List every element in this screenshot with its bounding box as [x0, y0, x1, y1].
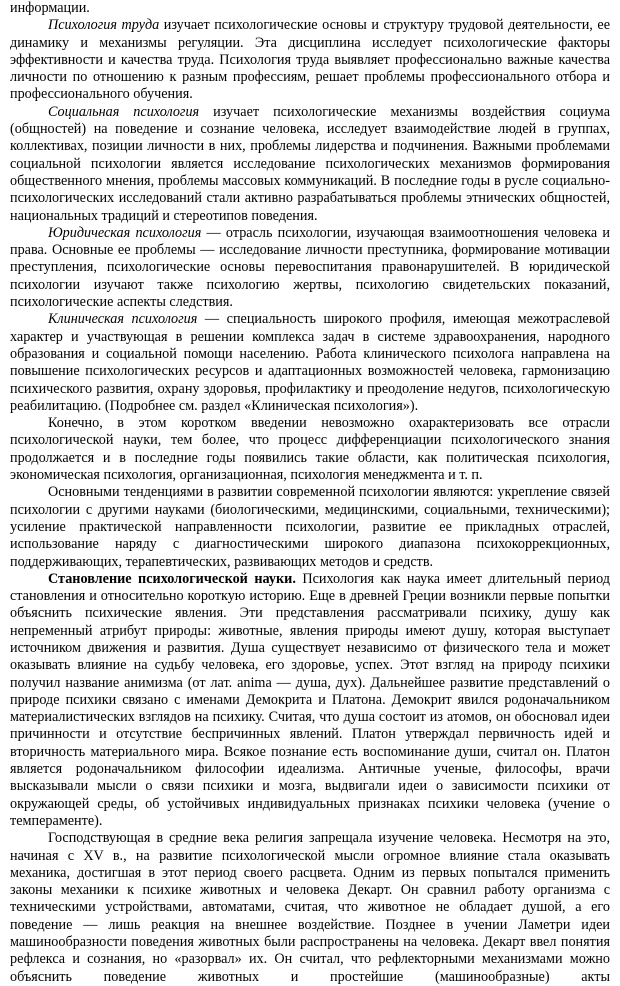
paragraph-continuation	[10, 0, 610, 17]
paragraph-middle-ages	[10, 830, 610, 986]
paragraph-text: изучает психологические основы и структуру трудовой деятельности, ее динамику и механизмы регуляции. Эта дисциплина исследует психологические факторы эффективности и качества труда. Психология труда выявляет профессионально важные качества личности по отношению к разным профессиям, решает проблемы профессионального отбора и профессионального обучения.	[10, 17, 610, 103]
paragraph-social-psychology	[10, 104, 610, 225]
paragraph-text: информации.	[10, 0, 90, 16]
term-social-psychology: Социальная психология	[48, 103, 200, 120]
paragraph-history	[10, 571, 610, 830]
paragraph-legal-psychology	[10, 225, 610, 311]
paragraph-other-branches	[10, 415, 610, 484]
paragraph-clinical-psychology	[10, 311, 610, 415]
term-labor-psychology: Психология труда	[48, 17, 160, 34]
paragraph-text: — отрасль психологии, изучающая взаимоотношения человека и права. Основные ее проблемы — исследование личности преступника, формирование мотивации преступления, психологические основы перевоспитания правонарушителей. В юридической психологии изучают также психологию жертвы, психологию свидетельских показаний, психологические аспекты следствия.	[10, 224, 610, 311]
paragraph-text: Господствующая в средние века религия запрещала изучение человека. Несмотря на это, начиная с XV в., на развитие психологической мысли огромное влияние стала оказывать механика, достигшая в этот период своего расцвета. Одним из первых попытался применить законы механики к психике животных и человека Декарт. Он сравнил работу организма с техническими устройствами, автоматами, считая, что животное не обладает душой, а его поведение — лишь реакция на внешнее воздействие. Позднее в учении Ламетри идеи машинообразности поведения животных были распространены на человека. Декарт ввел понятия рефлекса и сознания, но «разорвал» их. Он считал, что рефлекторными механизмами можно объяснить поведение животных и простейшие (машинообразные) акты	[10, 830, 610, 985]
paragraph-trends	[10, 484, 610, 570]
paragraph-text: Психология как наука имеет длительный период становления и относительно короткую историю. Еще в древней Греции возникли первые попытки объяснить психические явления. Эти представления рассматривали психику, душу как непременный атрибут природы: животные, явления природы имеют душу, которая выступает источником движения и развития. Душа существует независимо от физического тела и может оказывать влияние на судьбу человека, его здоровье, успех. Этот взгляд на природу психики получил название анимизма (от лат. anima — душа, дух). Дальнейшее развитие представлений о природе психики связано с именами Демокрита и Платона. Демокрит явился родоначальником материалистических взглядов на психику. Считая, что душа состоит из атомов, он обосновал идеи причинности и отсутствие беспричинных явлений. Платон утверждал первичность идей и вторичность материального мира. Всякое познание есть воспоминание души, считал он. Платон является родоначальником философии идеализма. Античные ученые, философы, врачи высказывали мысли о связи психики и мозга, выдвигали идеи о зависимости психики от окружающей среды, об устойчивых индивидуальных признаках психики человека (учение о темпераменте).	[10, 570, 610, 829]
paragraph-text: изучает психологические механизмы воздействия социума (общностей) на поведение и сознание человека, исследует взаимодействие людей в группах, коллективах, позиции личности в них, проблемы лидерства и подчинения. Важными проблемами социальной психологии является исследование психологических механизмов формирования общественного мнения, проблемы массовых коммуникаций. В последние годы в русле социально-психологических исследований стали активно разрабатываться проблемы этнических общностей, национальных традиций и стереотипов поведения.	[10, 103, 610, 224]
section-heading: Становление психологической науки.	[48, 570, 296, 587]
paragraph-labor-psychology	[10, 17, 610, 103]
term-clinical-psychology: Клиническая психология	[48, 311, 198, 328]
paragraph-text: Основными тенденциями в развитии современной психологии являются: укрепление связей психологии с другими науками (биологическими, медицинскими, социальными, техническими); усиление практической направленности психологии, развитие ее прикладных отраслей, использование наряду с диагностическими широкого диапазона психокоррекционных, поддерживающих, терапевтических, развивающих методов и средств.	[10, 484, 610, 570]
paragraph-text: — специальность широкого профиля, имеющая межотраслевой характер и участвующая в решении комплекса задач в системе здравоохранения, народного образования и социальной помощи населению. Работа клинического психолога направлена на повышение психологических ресурсов и адаптационных возможностей человека, гармонизацию психического развития, охрану здоровья, профилактику и преодоление недугов, психологическую реабилитацию. (Подробнее см. раздел «Клиническая психология»).	[10, 311, 610, 414]
paragraph-text: Конечно, в этом коротком введении невозможно охарактеризовать все отрасли психологической науки, тем более, что процесс дифференциации психологического знания продолжается и в последние годы появились такие области, как политическая психология, экономическая психология, организационная, психология менеджмента и т. п.	[10, 415, 610, 484]
term-legal-psychology: Юридическая психология	[48, 224, 202, 241]
